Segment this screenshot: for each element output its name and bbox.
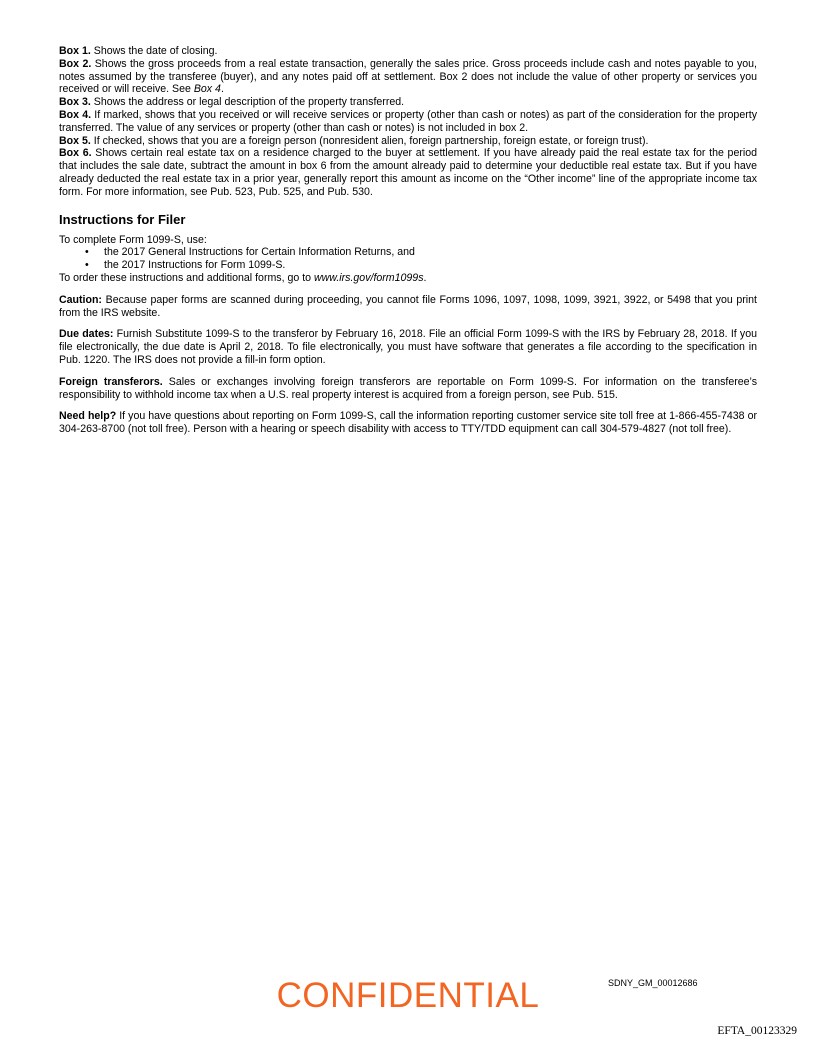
foreign-transferors-note: Foreign transferors. Sales or exchanges involving foreign transferors are reportable on Form 1099-S. For information on the transferee’s responsibility to withhold income tax when a U.S. real property interest is acquired from a foreign person, see Pub. 515. — [59, 375, 757, 401]
due-dates-note: Due dates: Furnish Substitute 1099-S to the transferor by February 16, 2018. File an official Form 1099-S with the IRS by February 28, 2018. If you file electronically, the due date is April 2, 2018. To file electronically, you must have software that generates a file according to the specification in Pub. 1220. The IRS does not provide a fill-in form option. — [59, 328, 757, 366]
filer-intro: To complete Form 1099-S, use: — [59, 233, 207, 246]
confidential-stamp: CONFIDENTIAL — [276, 976, 540, 1015]
need-help-note: Need help? If you have questions about reporting on Form 1099-S, call the information reporting customer service site toll free at 1-866-455-7438 or 304-263-8700 (not toll free). Person with a hearing or speech disability with access to TTY/TDD equipment can call 304-579-4827 (not toll free). — [59, 410, 757, 436]
caution-note: Caution: Because paper forms are scanned during proceeding, you cannot file Forms 1096, 1097, 1098, 1099, 3921, 3922, or 5498 that you print from the IRS website. — [59, 293, 757, 319]
filer-bullet-list — [59, 246, 757, 272]
box-1-text: Box 1. Shows the date of closing. — [59, 45, 218, 57]
instructions-body — [59, 45, 757, 436]
box-6-text: Box 6. Shows certain real estate tax on a residence charged to the buyer at settlement. If you have already paid the real estate tax for the period that includes the sale date, subtract the amount in box 6 from the amount already paid to determine your deductible real estate tax. But if you have already deducted the real estate tax in a prior year, generally report this amount as income on the “Other income” line of the appropriate income tax form. For more information, see Pub. 523, Pub. 525, and Pub. 530. — [59, 147, 757, 198]
bates-number: SDNY_GM_00012686 — [608, 978, 698, 988]
box-2-text: Box 2. Shows the gross proceeds from a real estate transaction, generally the sales price. Gross proceeds include cash and notes payable to you, notes assumed by the transferee (buyer), and any notes paid off at settlement. Box 2 does not include the value of other property or services you received or will receive. See Box 4. — [59, 57, 757, 96]
filer-heading: Instructions for Filer — [59, 211, 186, 227]
box-3-text: Box 3. Shows the address or legal description of the property transferred. — [59, 96, 405, 109]
list-item: • the 2017 Instructions for Form 1099-S. — [85, 259, 757, 272]
irs-form-link[interactable]: www.irs.gov/form1099s — [313, 271, 424, 284]
list-item: • the 2017 General Instructions for Certain Information Returns, and — [85, 246, 757, 259]
order-text: To order these instructions and additional forms, go to www.irs.gov/form1099s. — [59, 271, 427, 284]
box-4-text: Box 4. If marked, shows that you received or will receive services or property (other than cash or notes) as part of the consideration for the property transferred. The value of any services or property (other than cash or notes) is not included in box 2. — [59, 108, 757, 134]
box-5-text: Box 5. If checked, shows that you are a foreign person (nonresident alien, foreign partnership, foreign estate, or foreign trust). — [59, 134, 649, 147]
efta-number: EFTA_00123329 — [717, 1025, 797, 1037]
